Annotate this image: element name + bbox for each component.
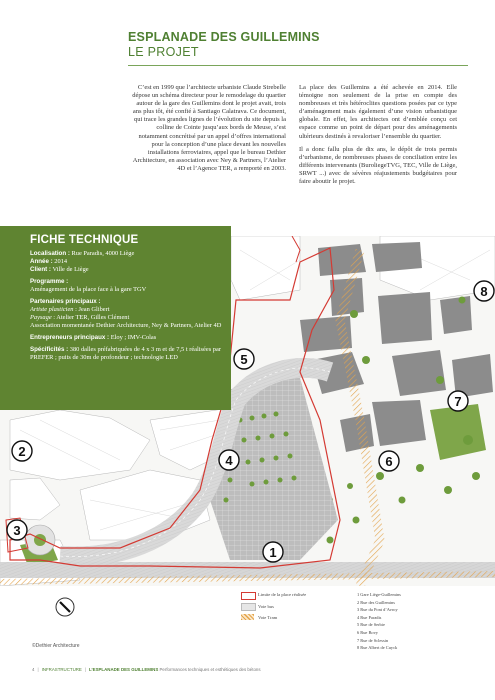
legend-label-tram: Voie Tram (258, 615, 278, 620)
svg-text:5: 5 (240, 352, 248, 367)
fiche-specificites: Spécificités : 380 dalles préfabriquées de 4 x 3 m et de 7,5 t réalisées par PREFER ; puits de 30m de profondeur ; technologie LED (30, 346, 221, 361)
fiche-title: FICHE TECHNIQUE (30, 234, 139, 246)
intro-column-right (299, 84, 457, 191)
svg-text:2: 2 (18, 444, 26, 459)
marker-7 (448, 391, 468, 411)
north-arrow-icon (54, 596, 76, 618)
marker-5 (234, 349, 254, 369)
fiche-programme: Programme : Aménagement de la place face à la gare TGV (30, 278, 147, 293)
legend-place-list (357, 591, 401, 652)
svg-text:7: 7 (454, 394, 462, 409)
svg-text:6: 6 (385, 454, 393, 469)
marker-3 (7, 520, 27, 540)
intro-paragraph: La place des Guillemins a été achevée en 2014. Elle témoigne non seulement de la prise en compte des nombreuses et très hétéroclites questions posées par ce type d’aménagement mais également d’une vision urbanistique globale. En effet, les architectes ont d’emblée conçu cet espace comme un point de départ pour des aménagements ultérieurs destinés à revaloriser l’ensemble du quartier. (299, 84, 457, 140)
legend-swatch-limite (241, 592, 256, 600)
legend-place-item: 4 Rue Paradis (357, 614, 382, 620)
legend-place-item: 7 Rue de Sclessin (357, 637, 389, 643)
footer-article: L’ESPLANADE DES GUILLEMINS (88, 667, 159, 672)
fiche-body (30, 250, 225, 366)
fiche-technique-panel (0, 226, 231, 410)
page-title: ESPLANADE DES GUILLEMINS (128, 30, 320, 44)
fiche-entrepreneurs: Entrepreneurs principaux : Eloy ; IMV-Colas (30, 334, 157, 341)
image-credit: ©Dethier Architecture (32, 643, 80, 649)
legend-place-item: 6 Rue Bovy (357, 629, 378, 635)
legend-place-item: 5 Rue de Serbie (357, 622, 385, 628)
marker-8 (474, 281, 494, 301)
svg-text:3: 3 (13, 523, 21, 538)
fiche-partenaires: Partenaires principaux : Artiste plasticien : Jean Glibert Paysage : Atelier TER, Gilles Clément Association momentanée Dethier Architecture, Ney & Partners, Atelier 4D (30, 298, 222, 329)
marker-2 (12, 441, 32, 461)
legend-label-bus: Voie bus (258, 604, 274, 609)
page-footer: 4 | INFRASTRUCTURE | L’ESPLANADE DES GUILLEMINS Performances techniques et esthétiques des bétons (32, 667, 261, 672)
legend-swatch-tram (241, 614, 254, 620)
marker-4 (219, 450, 239, 470)
legend-place-item: 2 Rue des Guillemins (357, 599, 395, 605)
legend-place-item: 3 Rue du Pont d’Avroy (357, 607, 398, 613)
fiche-identity: Localisation : Rue Paradis, 4000 Liège Année : 2014 Client : Ville de Liège (30, 250, 135, 273)
legend-label-limite: Limite de la place réalisée (258, 592, 307, 597)
intro-paragraph: C’est en 1999 que l’architecte urbaniste Claude Strebelle dépose un schéma directeur pour le remodelage du quartier autour de la gare des Guillemins dont le projet avait, trois ans plus tôt, été confié à Santiago Calatrava. Ce document, qui trace les grandes lignes de l’évolution du site depuis la colline de Cointe jusqu’aux bords de Meuse, s’est notamment concrétisé par un appel d’offres international pour la conception d’une place devant les nouvelles installations ferroviaires, appel que le bureau Dethier Architecture, en association avec Ney & Partners, l’Atelier 4D et l’Agence TER, a remporté en 2003. (132, 84, 286, 172)
intro-paragraph: Il a donc fallu plus de dix ans, le dépôt de trois permis d’urbanisme, de nombreuses phases de conciliation entre les différents intervenants (BuroliegeTVG, TEC, Ville de Liège, SRWT ...) avec de sévères réajustements budgétaires pour faire aboutir le projet. (299, 145, 457, 186)
intro-column-left (128, 84, 286, 178)
footer-section: INFRASTRUCTURE (41, 667, 82, 672)
legend-swatch-bus (241, 603, 256, 611)
page-subtitle: LE PROJET (128, 45, 199, 59)
title-divider (128, 65, 468, 66)
legend-place-item: 8 Rue Albert de Cuyck (357, 645, 398, 651)
page-header (128, 30, 468, 66)
marker-1 (263, 542, 283, 562)
page-number: 4 (32, 667, 35, 672)
legend-place-item: 1 Gare Liège-Guillemins (357, 592, 401, 597)
svg-text:8: 8 (480, 284, 488, 299)
footer-subtitle: Performances techniques et esthétiques des bétons (159, 667, 261, 672)
marker-6 (379, 451, 399, 471)
svg-text:1: 1 (269, 545, 277, 560)
svg-text:4: 4 (225, 453, 233, 468)
